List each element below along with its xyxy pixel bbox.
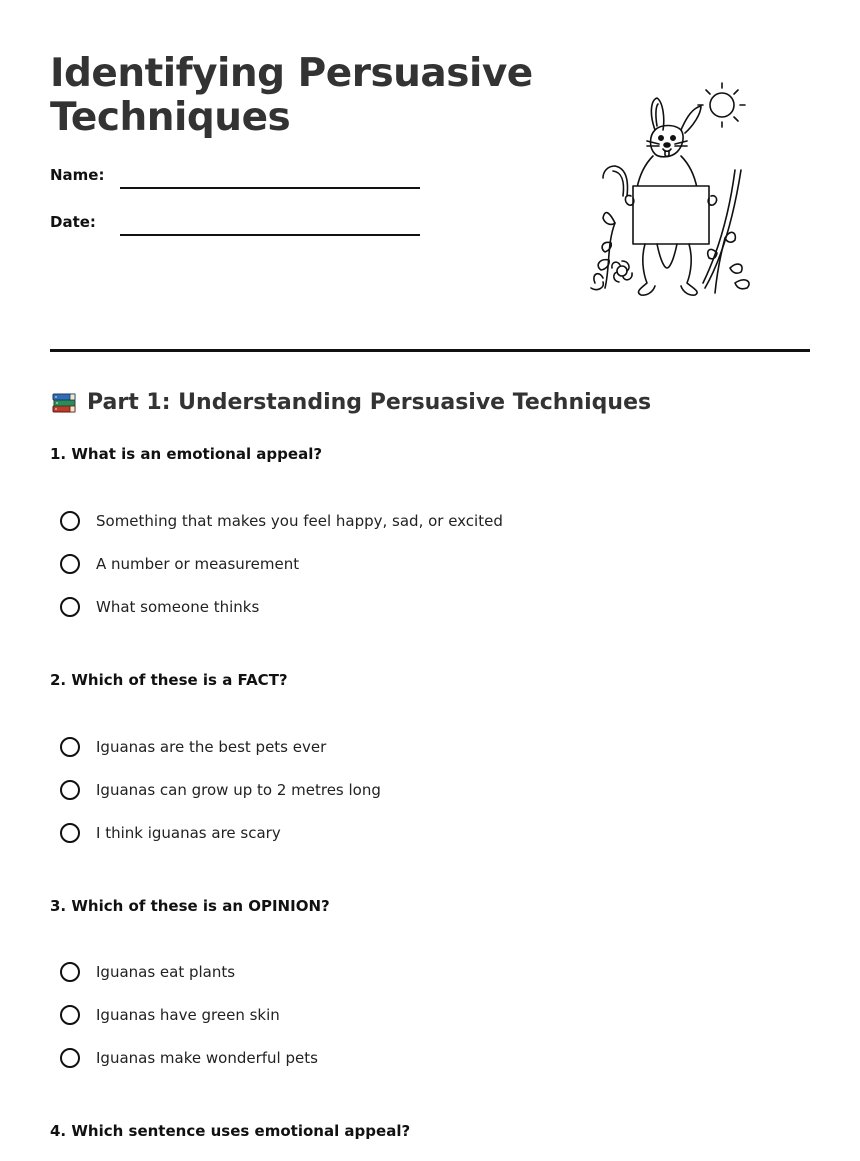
question-3-option-1[interactable] [60, 962, 235, 982]
question-2-option-2[interactable] [60, 780, 381, 800]
books-icon [50, 388, 78, 416]
option-label: Iguanas are the best pets ever [96, 738, 327, 756]
page-title: Identifying Persuasive Techniques [50, 51, 533, 140]
question-1-option-2[interactable] [60, 554, 299, 574]
date-label: Date: [50, 213, 96, 231]
question-4: 4. Which sentence uses emotional appeal? [50, 1122, 411, 1140]
question-1: 1. What is an emotional appeal? [50, 445, 323, 463]
name-label: Name: [50, 166, 105, 184]
date-field[interactable] [120, 234, 420, 236]
question-3-option-2[interactable] [60, 1005, 280, 1025]
sun-icon [698, 83, 745, 127]
section-heading-text: Part 1: Understanding Persuasive Techniques [87, 389, 652, 415]
option-label: Iguanas have green skin [96, 1006, 280, 1024]
option-label: Something that makes you feel happy, sad, or excited [96, 512, 503, 530]
question-1-option-1[interactable] [60, 511, 503, 531]
section-divider [50, 349, 810, 352]
question-2-option-1[interactable] [60, 737, 326, 757]
option-label: I think iguanas are scary [96, 824, 281, 842]
radio-button[interactable] [60, 1005, 80, 1025]
option-label: Iguanas make wonderful pets [96, 1049, 318, 1067]
question-2-option-3[interactable] [60, 823, 281, 843]
radio-button[interactable] [60, 962, 80, 982]
option-label: Iguanas can grow up to 2 metres long [96, 781, 381, 799]
radio-button[interactable] [60, 511, 80, 531]
radio-button[interactable] [60, 1048, 80, 1068]
question-1-option-3[interactable] [60, 597, 259, 617]
name-field[interactable] [120, 187, 420, 189]
radio-button[interactable] [60, 554, 80, 574]
option-label: A number or measurement [96, 555, 300, 573]
question-3: 3. Which of these is an OPINION? [50, 897, 330, 915]
question-3-option-3[interactable] [60, 1048, 318, 1068]
radio-button[interactable] [60, 737, 80, 757]
option-label: What someone thinks [96, 598, 260, 616]
option-label: Iguanas eat plants [96, 963, 236, 981]
radio-button[interactable] [60, 780, 80, 800]
section-heading [50, 388, 651, 416]
radio-button[interactable] [60, 823, 80, 843]
question-2: 2. Which of these is a FACT? [50, 671, 288, 689]
kangaroo-illustration-icon [585, 78, 755, 310]
radio-button[interactable] [60, 597, 80, 617]
